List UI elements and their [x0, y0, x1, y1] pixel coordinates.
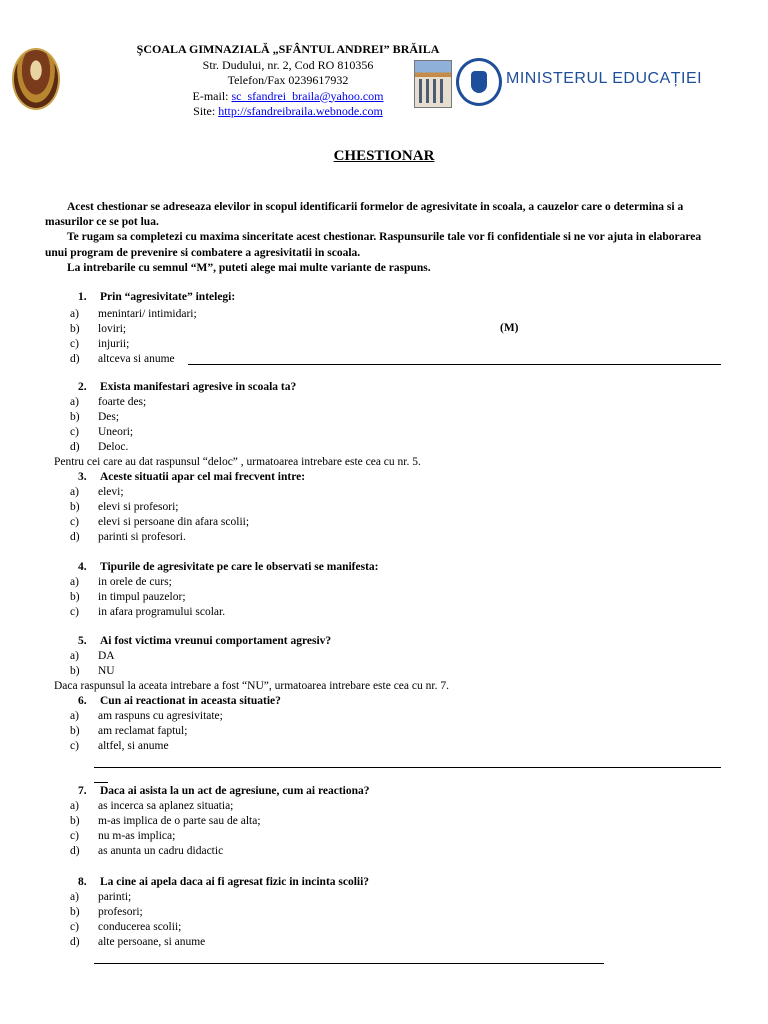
school-name: ŞCOALA GIMNAZIALĂ „SFÂNTUL ANDREI” BRĂILA [136, 42, 440, 56]
option-text: parinti; [98, 891, 132, 903]
question-number: 3. [78, 471, 87, 483]
question-text: Tipurile de agresivitate pe care le observati se manifesta: [100, 561, 379, 573]
school-address: Str. Dudului, nr. 2, Cod RO 810356 [202, 57, 374, 72]
question-2 [70, 381, 296, 393]
option-text: profesori; [98, 906, 143, 918]
option-text: am reclamat faptul; [98, 725, 188, 737]
question-number: 8. [78, 876, 87, 888]
skip-instruction: Pentru cei care au dat raspunsul “deloc” , urmatoarea intrebare este cea cu nr. 5. [54, 456, 421, 468]
option-text: as incerca sa aplanez situatia; [98, 800, 234, 812]
option-letter: b) [70, 725, 80, 737]
question-number: 2. [78, 381, 87, 393]
option-text: menintari/ intimidari; [98, 308, 197, 320]
intro-paragraph-3: La intrebarile cu semnul “M”, puteti alege mai multe variante de raspuns. [67, 261, 431, 274]
option-letter: a) [70, 650, 79, 662]
option-letter: c) [70, 338, 79, 350]
option-text: elevi si persoane din afara scolii; [98, 516, 250, 528]
question-text: Daca ai asista la un act de agresiune, cum ai reactiona? [100, 785, 370, 797]
answer-write-line[interactable] [94, 782, 108, 783]
option-letter: c) [70, 516, 79, 528]
option-letter: a) [70, 486, 79, 498]
option-text: parinti si profesori. [98, 531, 186, 543]
answer-write-line[interactable] [94, 963, 604, 964]
email-link[interactable]: sc_sfandrei_braila@yahoo.com [231, 88, 384, 103]
question-1 [70, 291, 235, 303]
option-text: alte persoane, si anume [98, 936, 206, 948]
saint-andrew-icon [12, 48, 60, 110]
option-letter: c) [70, 830, 79, 842]
question-number: 1. [78, 291, 87, 303]
option-letter: b) [70, 323, 80, 335]
option-letter: b) [70, 815, 80, 827]
option-text: as anunta un cadru didactic [98, 845, 224, 857]
option-letter: b) [70, 411, 80, 423]
skip-instruction: Daca raspunsul la aceata intrebare a fost “NU”, urmatoarea intrebare este cea cu nr. 7. [54, 680, 449, 692]
option-text: in orele de curs; [98, 576, 172, 588]
question-5 [70, 635, 331, 647]
option-letter: a) [70, 800, 79, 812]
site-link[interactable]: http://sfandreibraila.webnode.com [218, 104, 383, 118]
option-text: in timpul pauzelor; [98, 591, 186, 603]
question-number: 4. [78, 561, 87, 573]
option-text: nu m-as implica; [98, 830, 176, 842]
multi-answer-mark: (M) [500, 322, 519, 334]
answer-write-line[interactable] [188, 364, 721, 365]
option-letter: c) [70, 921, 79, 933]
option-text: altceva si anume [98, 353, 175, 365]
question-text: Cun ai reactionat in aceasta situatie? [100, 695, 281, 707]
option-text: DA [98, 650, 115, 662]
option-letter: b) [70, 906, 80, 918]
question-number: 7. [78, 785, 87, 797]
option-text: injurii; [98, 338, 130, 350]
option-letter: d) [70, 531, 80, 543]
intro-paragraph-1: Acest chestionar se adreseaza elevilor in scopul identificarii formelor de agresivitate in scoala, a cauzelor care o determina si a masurilor ce se pot lua. [45, 201, 684, 229]
question-3 [70, 471, 305, 483]
option-letter: a) [70, 891, 79, 903]
option-letter: d) [70, 936, 80, 948]
question-text: Ai fost victima vreunui comportament agresiv? [100, 635, 332, 647]
option-letter: a) [70, 576, 79, 588]
option-letter: b) [70, 501, 80, 513]
question-text: Exista manifestari agresive in scoala ta? [100, 381, 297, 393]
school-phone: Telefon/Fax 0239617932 [227, 73, 349, 87]
option-letter: c) [70, 426, 79, 438]
option-text: altfel, si anume [98, 740, 169, 752]
option-text: Deloc. [98, 441, 129, 453]
option-text: Uneori; [98, 426, 134, 438]
option-letter: d) [70, 441, 80, 453]
site-label: Site: [193, 104, 216, 118]
option-letter: a) [70, 396, 79, 408]
option-letter: c) [70, 740, 79, 752]
question-text: Prin “agresivitate” intelegi: [100, 291, 236, 303]
option-text: conducerea scolii; [98, 921, 182, 933]
option-text: foarte des; [98, 396, 147, 408]
option-text: elevi; [98, 486, 124, 498]
question-text: La cine ai apela daca ai fi agresat fizic in incinta scolii? [100, 876, 370, 888]
page-title: CHESTIONAR [333, 148, 435, 164]
question-7 [70, 785, 370, 797]
intro-paragraph-2: Te rugam sa completezi cu maxima sinceritate acest chestionar. Raspunsurile tale vor fi confidentiale si ne vor ajuta in elaborarea unui program de prevenire si combatere a agresivitatii in scoala. [45, 231, 702, 259]
option-text: NU [98, 665, 115, 677]
email-label: E-mail: [192, 88, 229, 103]
option-text: in afara programului scolar. [98, 606, 226, 618]
romania-crest-icon [456, 58, 502, 106]
option-text: elevi si profesori; [98, 501, 179, 513]
ministry-logo-text: MINISTERUL EDUCAȚIEI [506, 70, 703, 87]
question-6 [70, 695, 281, 707]
option-letter: d) [70, 845, 80, 857]
option-letter: d) [70, 353, 80, 365]
question-text: Aceste situatii apar cel mai frecvent intre: [100, 471, 306, 483]
answer-write-line[interactable] [94, 767, 721, 768]
question-8 [70, 876, 369, 888]
option-text: Des; [98, 411, 120, 423]
question-4 [70, 561, 379, 573]
question-number: 5. [78, 635, 87, 647]
option-letter: a) [70, 710, 79, 722]
option-letter: b) [70, 591, 80, 603]
option-text: m-as implica de o parte sau de alta; [98, 815, 261, 827]
option-letter: b) [70, 665, 80, 677]
option-letter: c) [70, 606, 79, 618]
option-letter: a) [70, 308, 79, 320]
option-text: loviri; [98, 323, 127, 335]
intro-text [45, 200, 725, 276]
option-text: am raspuns cu agresivitate; [98, 710, 223, 722]
question-number: 6. [78, 695, 87, 707]
school-building-photo [414, 60, 452, 108]
